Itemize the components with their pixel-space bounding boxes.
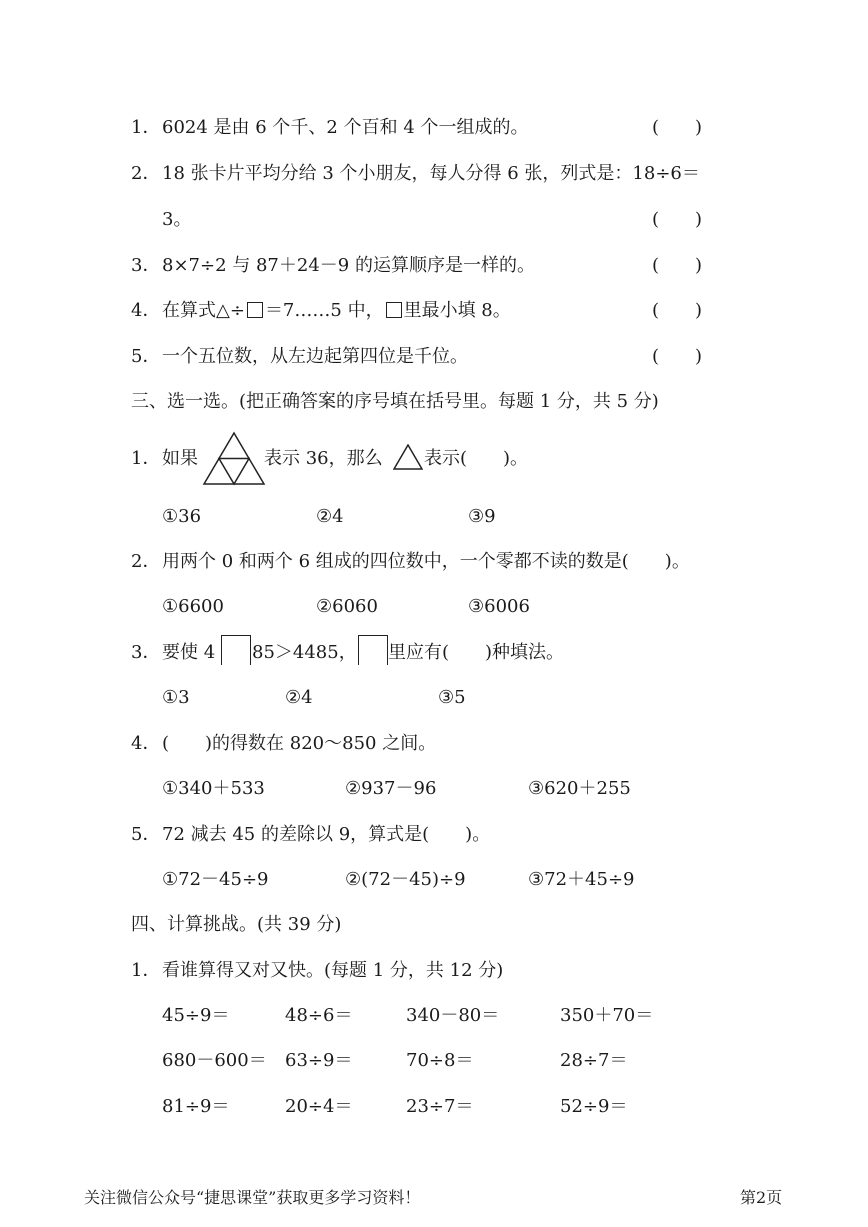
item-text: 用两个 0 和两个 6 组成的四位数中，一个零都不读的数是( )。 — [162, 551, 690, 572]
square-box-icon — [386, 302, 402, 318]
item-number: 5． — [131, 346, 161, 367]
item-text-b: 85＞4485， — [252, 642, 357, 663]
item-text-continued: 3。 — [162, 209, 192, 230]
item-number: 5． — [131, 824, 161, 845]
option[interactable]: ③5 — [438, 687, 466, 708]
item-text-b: 表示 36，那么 — [264, 448, 383, 469]
calc-item[interactable]: 81÷9＝ — [162, 1096, 230, 1117]
answer-paren[interactable]: ( ) — [652, 255, 703, 276]
calc-item[interactable]: 28÷7＝ — [560, 1050, 628, 1071]
option[interactable]: ①340＋533 — [162, 778, 265, 799]
option[interactable]: ①72－45÷9 — [162, 869, 269, 890]
item-text-a: 如果 — [162, 448, 198, 469]
blank-box-icon — [221, 635, 251, 665]
small-triangle-icon — [393, 444, 423, 477]
page-number: 第2页 — [740, 1188, 783, 1207]
calc-item[interactable]: 52÷9＝ — [560, 1096, 628, 1117]
answer-paren[interactable]: ( ) — [652, 300, 703, 321]
item-text: 8×7÷2 与 87＋24－9 的运算顺序是一样的。 — [162, 255, 535, 276]
item-number: 4． — [131, 300, 161, 321]
item-number: 3． — [131, 255, 161, 276]
item-number: 3． — [131, 642, 161, 663]
calc-item[interactable]: 680－600＝ — [162, 1050, 267, 1071]
item-number: 1． — [131, 448, 161, 469]
item-text: 18 张卡片平均分给 3 个小朋友，每人分得 6 张，列式是：18÷6＝ — [162, 163, 700, 184]
item-text: 一个五位数，从左边起第四位是千位。 — [162, 346, 468, 367]
section-title: 三、选一选。(把正确答案的序号填在括号里。每题 1 分，共 5 分) — [131, 391, 659, 412]
item-text-a: 要使 4 — [162, 642, 216, 663]
item-number: 1． — [131, 117, 161, 138]
item-text: ( )的得数在 820～850 之间。 — [162, 733, 437, 754]
option[interactable]: ②4 — [285, 687, 313, 708]
answer-paren[interactable]: ( ) — [652, 209, 703, 230]
calc-item[interactable]: 48÷6＝ — [285, 1005, 353, 1026]
option[interactable]: ③72＋45÷9 — [528, 869, 635, 890]
calc-item[interactable]: 45÷9＝ — [162, 1005, 230, 1026]
triangle-figure-icon — [202, 431, 266, 486]
calc-item[interactable]: 63÷9＝ — [285, 1050, 353, 1071]
option[interactable]: ③6006 — [468, 596, 530, 617]
item-number: 4． — [131, 733, 161, 754]
calc-item[interactable]: 23÷7＝ — [406, 1096, 474, 1117]
option[interactable]: ②4 — [316, 506, 344, 527]
square-box-icon — [247, 302, 263, 318]
option[interactable]: ①36 — [162, 506, 202, 527]
calc-item[interactable]: 20÷4＝ — [285, 1096, 353, 1117]
blank-box-icon — [358, 635, 388, 665]
item-number: 1． — [131, 960, 161, 981]
calc-item[interactable]: 340－80＝ — [406, 1005, 500, 1026]
option[interactable]: ③9 — [468, 506, 496, 527]
footer-note: 关注微信公众号“捷思课堂”获取更多学习资料！ — [84, 1188, 421, 1207]
option[interactable]: ②6060 — [316, 596, 378, 617]
answer-paren[interactable]: ( ) — [652, 346, 703, 367]
option[interactable]: ②(72－45)÷9 — [345, 869, 466, 890]
answer-paren[interactable]: ( ) — [652, 117, 703, 138]
item-number: 2． — [131, 551, 161, 572]
option[interactable]: ③620＋255 — [528, 778, 631, 799]
item-text: 看谁算得又对又快。(每题 1 分，共 12 分) — [162, 960, 504, 981]
option[interactable]: ②937－96 — [345, 778, 437, 799]
item-text-c: 表示( )。 — [424, 448, 529, 469]
item-text: 6024 是由 6 个千、2 个百和 4 个一组成的。 — [162, 117, 529, 138]
option[interactable]: ①3 — [162, 687, 190, 708]
calc-item[interactable]: 350＋70＝ — [560, 1005, 654, 1026]
item-number: 2． — [131, 163, 161, 184]
section-title: 四、计算挑战。(共 39 分) — [131, 914, 342, 935]
option[interactable]: ①6600 — [162, 596, 224, 617]
item-text: 在算式△÷ ＝7……5 中， 里最小填 8。 — [162, 300, 511, 321]
item-text: 72 减去 45 的差除以 9，算式是( )。 — [162, 824, 491, 845]
calc-item[interactable]: 70÷8＝ — [406, 1050, 474, 1071]
item-text-c: 里应有( )种填法。 — [388, 642, 565, 663]
